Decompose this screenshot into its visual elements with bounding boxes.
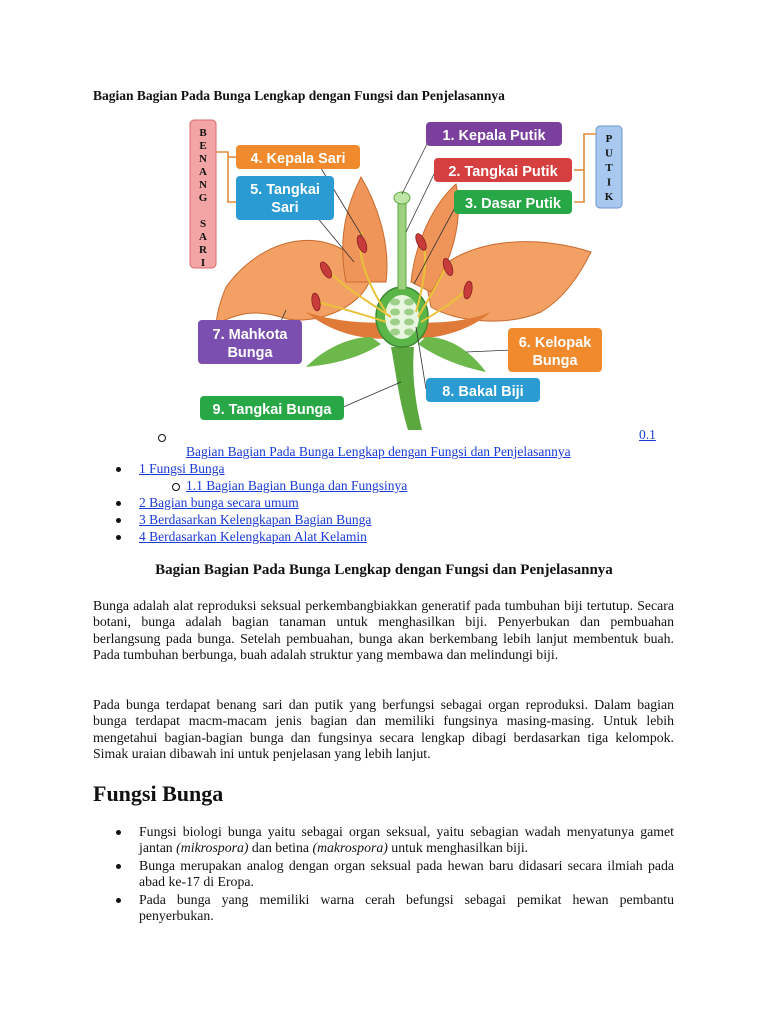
benang-sari-letter: B	[199, 127, 207, 139]
flower-diagram	[186, 112, 626, 430]
fungsi-item-1-part-b: dan betina	[248, 840, 313, 856]
label-bakal-biji-text: 8. Bakal Biji	[442, 384, 524, 400]
toc-bullet-circle	[158, 434, 166, 442]
toc-link-0-1-text[interactable]: Bagian Bagian Pada Bunga Lengkap dengan Fungsi dan Penjelasannya	[186, 444, 571, 459]
petal-right	[426, 242, 591, 321]
label-kepala-putik-text: 1. Kepala Putik	[442, 128, 546, 144]
petal-top-left	[343, 177, 387, 282]
benang-sari-letter: G	[198, 192, 208, 204]
benang-sari-letter: A	[199, 231, 207, 243]
putik-letter: K	[604, 191, 614, 203]
list-bullet	[116, 864, 121, 869]
benang-sari-letter: A	[199, 166, 207, 178]
sepal-right	[418, 337, 486, 372]
label-tangkai-sari-text-1: 5. Tangkai	[250, 182, 320, 198]
fungsi-item-1-part-c: untuk menghasilkan biji.	[387, 840, 529, 856]
benang-sari-letter: N	[199, 179, 207, 191]
paragraph-2: Pada bunga terdapat benang sari dan putik yang berfungsi sebagai organ reproduksi. Dalam bagian bunga terdapat macm-macam jenis bagian dan memiliki fungsinya masing-masing. Untuk lebih mengetahui bagian-bagian bunga dan fungsinya secara lengkap dibagi berdasarkan tiga kelompok. Simak uraian dibawah ini untuk penjelasan yang lebih lanjut.	[93, 697, 674, 761]
putik-letter: P	[605, 133, 613, 145]
fungsi-item-2: Bunga merupakan analog dengan organ seksual pada hewan baru didasari secara ilmiah pada abad ke-17 di Eropa.	[139, 858, 674, 890]
fungsi-item-1-part-a: Fungsi biologi bunga yaitu sebagai organ seksual, yaitu sebagian wadah menyatunya gamet jantan	[139, 824, 674, 856]
mikrospora-term: (mikrospora)	[176, 840, 249, 856]
toc-link-1[interactable]: 1 Fungsi Bunga	[139, 461, 225, 476]
benang-sari-letter: N	[199, 153, 207, 165]
benang-sari-letter: R	[199, 244, 207, 256]
makrospora-term: (makrospora)	[312, 840, 388, 856]
label-kelopak-text-2: Bunga	[532, 353, 578, 369]
toc-bullet	[116, 467, 121, 472]
page-title: Bagian Bagian Pada Bunga Lengkap dengan Fungsi dan Penjelasannya	[93, 88, 505, 103]
stem	[391, 347, 422, 430]
list-bullet	[116, 898, 121, 903]
toc-bullet	[116, 535, 121, 540]
toc-link-2[interactable]: 2 Bagian bunga secara umum	[139, 495, 299, 510]
benang-sari-letter: E	[199, 140, 207, 152]
putik-letter: T	[605, 162, 613, 174]
label-kepala-sari-text: 4. Kepala Sari	[250, 151, 346, 167]
label-kelopak-text-1: 6. Kelopak	[518, 335, 592, 351]
sepal-left	[306, 337, 381, 367]
label-tangkai-putik-text: 2. Tangkai Putik	[448, 164, 558, 180]
label-tangkai-bunga-text: 9. Tangkai Bunga	[212, 402, 332, 418]
toc-link-0-1-number[interactable]: 0.1	[639, 427, 656, 442]
toc-link-3[interactable]: 3 Berdasarkan Kelengkapan Bagian Bunga	[139, 512, 372, 527]
putik-letter: I	[606, 176, 612, 189]
label-mahkota-text-1: 7. Mahkota	[212, 327, 288, 343]
toc-link-4[interactable]: 4 Berdasarkan Kelengkapan Alat Kelamin	[139, 529, 367, 544]
style	[398, 202, 406, 290]
label-tangkai-sari-text-2: Sari	[271, 200, 299, 216]
paragraph-1: Bunga adalah alat reproduksi seksual perkembangbiakkan generatif pada tumbuhan biji tertutup. Secara botani, bunga adalah bagian tanaman untuk menghasilkan biji. Penyerbukan dan pembuahan berlangsung pada bunga. Setelah pembuahan, bunga akan berkembang lebih lanjut membentuk buah. Pada tumbuhan berbunga, buah adalah struktur yang membawa dan melindungi biji.	[93, 598, 674, 662]
benang-sari-letter: I	[200, 257, 206, 269]
toc-link-1-1[interactable]: 1.1 Bagian Bagian Bunga dan Fungsinya	[186, 478, 408, 493]
fungsi-item-1	[139, 824, 674, 857]
benang-sari-letter: S	[199, 218, 207, 230]
toc-bullet	[116, 501, 121, 506]
label-dasar-putik-text: 3. Dasar Putik	[465, 196, 561, 212]
toc-bullet-circle	[172, 483, 180, 491]
fungsi-bunga-heading: Fungsi Bunga	[93, 781, 224, 806]
section-heading: Bagian Bagian Pada Bunga Lengkap dengan Fungsi dan Penjelasannya	[155, 562, 613, 578]
label-mahkota-text-2: Bunga	[227, 345, 273, 361]
flower-diagram-svg	[186, 112, 626, 430]
list-bullet	[116, 830, 121, 835]
toc-bullet	[116, 518, 121, 523]
putik-letter: U	[605, 147, 613, 160]
fungsi-item-3: Pada bunga yang memiliki warna cerah befungsi sebagai pemikat hewan pembantu penyerbukan.	[139, 892, 674, 924]
